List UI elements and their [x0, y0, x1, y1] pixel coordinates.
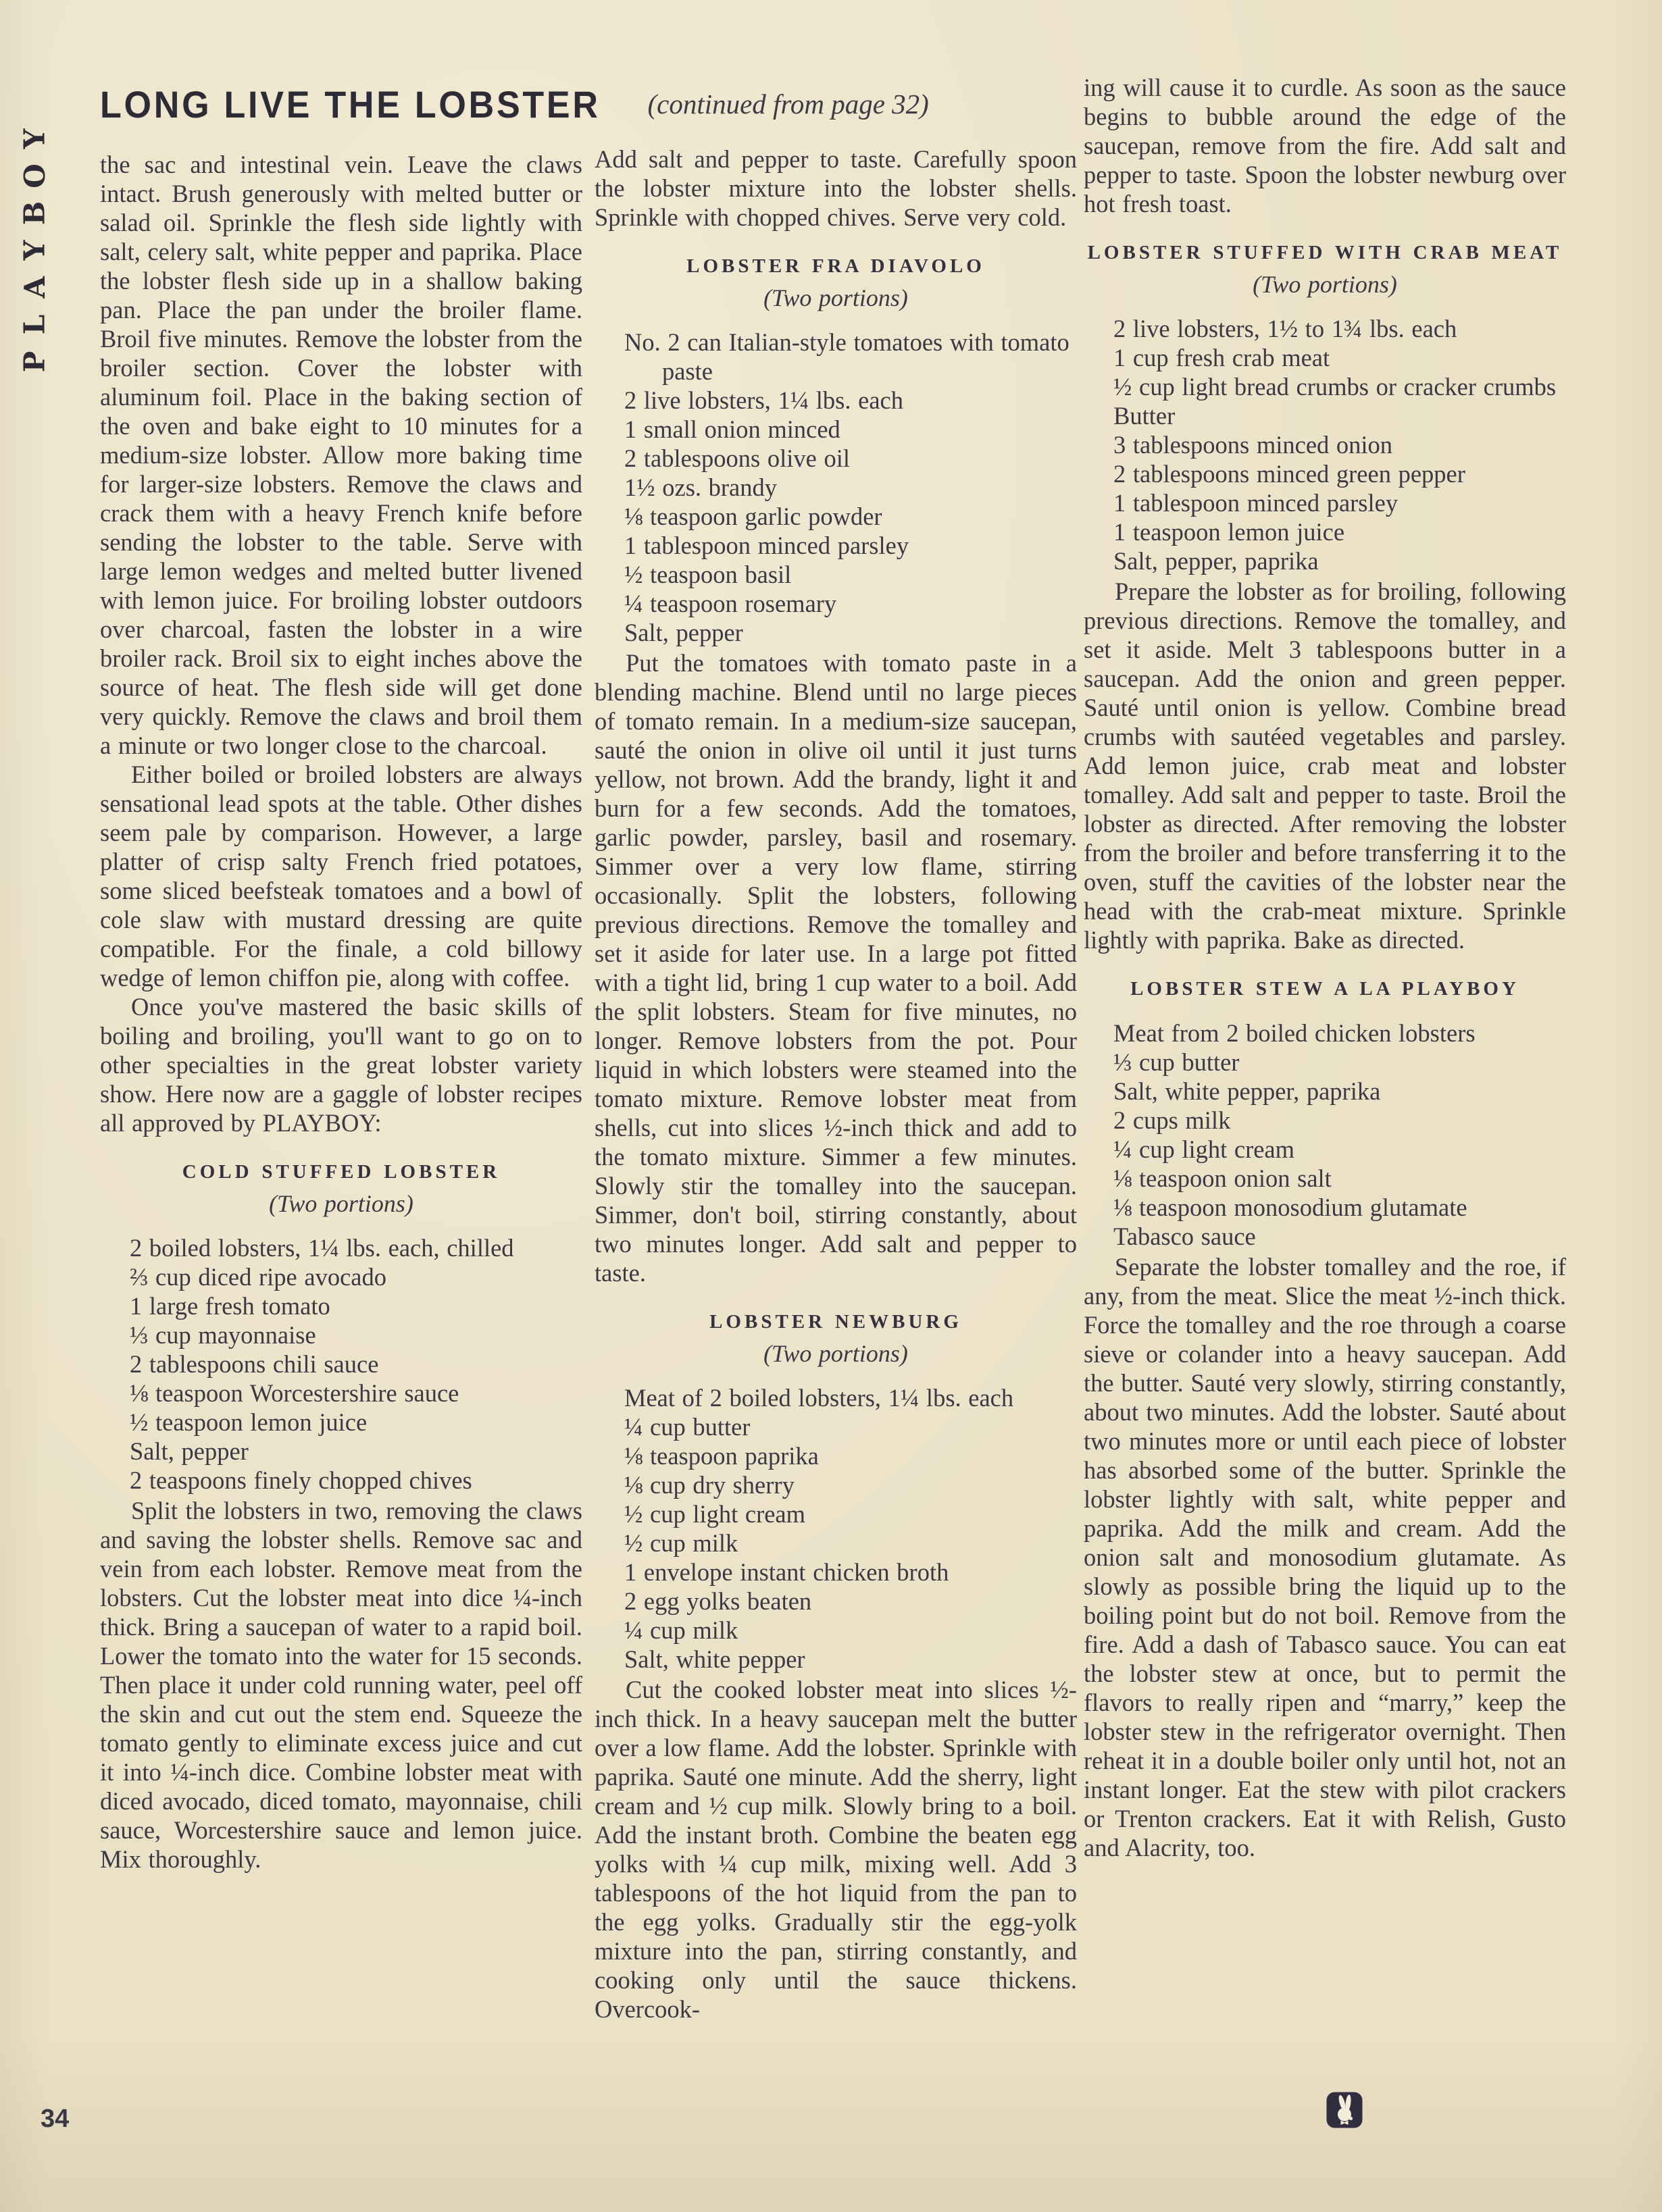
ingredient-line: 2 teaspoons finely chopped chives	[130, 1466, 472, 1494]
spine-letter: B	[18, 201, 51, 226]
recipe-heading: LOBSTER FRA DIAVOLO	[686, 255, 985, 277]
ingredient-line: ⅛ teaspoon monosodium glutamate	[1113, 1193, 1467, 1221]
ingredient-line: ⅛ teaspoon onion salt	[1113, 1164, 1332, 1192]
text-column-1	[100, 150, 582, 1874]
article-title: LONG LIVE THE LOBSTER	[100, 83, 601, 126]
body-paragraph: Either boiled or broiled lobsters are always sensational lead spots at the table. Other dishes seem pale by comparison. However, a large platter of crisp salty French fried potatoes, some sliced beefsteak tomatoes and a bowl of cole slaw with mustard dressing are quite compatible. For the finale, a cold billowy wedge of lemon chiffon pie, along with coffee.	[100, 761, 582, 992]
portions-note: (Two portions)	[763, 284, 908, 311]
body-paragraph: ing will cause it to curdle. As soon as the sauce begins to bubble around the edge of the saucepan, remove from the fire. Add salt and pepper to taste. Spoon the lobster newburg over hot fresh toast.	[1084, 74, 1566, 217]
ingredient-line: 3 tablespoons minced onion	[1113, 431, 1393, 459]
ingredient-line: 1 small onion minced	[624, 415, 840, 443]
body-paragraph: Add salt and pepper to taste. Carefully spoon the lobster mixture into the lobster shells. Sprinkle with chopped chives. Serve very cold.	[595, 145, 1077, 231]
ingredient-list	[1084, 314, 1566, 575]
spine-letter: Y	[18, 240, 51, 261]
body-paragraph: Prepare the lobster as for broiling, following previous directions. Remove the tomalley, and set it aside. Melt 3 tablespoons butter in a saucepan. Add the onion and green pepper. Sauté until onion is yellow. Combine bread crumbs with sautéed vegetables and parsley. Add lemon juice, crab meat and lobster tomalley. Add salt and pepper to taste. Broil the lobster as directed. After removing the lobster from the broiler and before transferring it to the oven, stuff the cavities of the lobster near the head with the crab-meat mixture. Sprinkle lightly with paprika. Bake as directed.	[1084, 577, 1566, 954]
body-paragraph: the sac and intestinal vein. Leave the claws intact. Brush generously with melted butter or salad oil. Sprinkle the flesh side lightly with salt, celery salt, white pepper and paprika. Place the lobster flesh side up in a shallow baking pan. Place the pan under the broiler flame. Broil five minutes. Remove the lobster from the broiler section. Cover the lobster with aluminum foil. Place in the baking section of the oven and bake eight to 10 minutes for a medium-size lobster. Allow more baking time for larger-size lobsters. Remove the claws and crack them with a heavy French knife before sending the lobster to the table. Serve with large lemon wedges and melted butter livened with lemon juice. For broiling lobster outdoors over charcoal, fasten the lobster in a wire broiler rack. Broil six to eight inches above the source of heat. The flesh side will get done very quickly. Remove the claws and broil them a minute or two longer close to the charcoal.	[100, 151, 582, 759]
portions-note: (Two portions)	[763, 1340, 908, 1367]
ingredient-line: Butter	[1113, 402, 1176, 430]
continued-from-note: (continued from page 32)	[647, 88, 929, 120]
ingredient-line: ⅛ cup dry sherry	[624, 1471, 795, 1499]
ingredient-line: ¼ teaspoon rosemary	[624, 590, 837, 617]
ingredient-line: 2 tablespoons chili sauce	[130, 1350, 379, 1378]
ingredient-line: 1 large fresh tomato	[130, 1292, 330, 1320]
article-header	[100, 82, 929, 126]
ingredient-line: ¼ cup butter	[624, 1413, 751, 1441]
ingredient-line: ⅓ cup butter	[1113, 1048, 1240, 1076]
portions-note: (Two portions)	[269, 1190, 413, 1217]
ingredient-line: 1½ ozs. brandy	[624, 473, 778, 501]
spine-letter: A	[18, 276, 51, 299]
ingredient-line: Salt, pepper, paprika	[1113, 547, 1319, 575]
ingredient-list	[595, 328, 1077, 647]
ingredient-line: Salt, pepper	[130, 1437, 249, 1465]
body-paragraph: Separate the lobster tomalley and the roe, if any, from the meat. Slice the meat ½-inch thick. Force the tomalley and the roe through a coarse sieve or colander into a heavy saucepan. Add the butter. Sauté very slowly, stirring constantly, about two minutes. Add the lobster. Sauté about two minutes more or until each piece of lobster has absorbed some of the butter. Sprinkle the lobster lightly with salt, white pepper and paprika. Add the milk and cream. Add the onion salt and monosodium glutamate. As slowly as possible bring the liquid up to the boiling point but do not boil. Remove from the fire. Add a dash of Tabasco sauce. You can eat the lobster stew at once, but to permit the flavors to really ripen and “marry,” keep the lobster stew in the refrigerator overnight. Then reheat it in a double boiler only until hot, not an instant longer. Eat the stew with pilot crackers or Trenton crackers. Eat it with Relish, Gusto and Alacrity, too.	[1084, 1253, 1566, 1861]
ingredient-line: Meat of 2 boiled lobsters, 1¼ lbs. each	[624, 1384, 1014, 1412]
ingredient-line: ⅛ teaspoon garlic powder	[624, 503, 882, 530]
spine-letter: O	[18, 163, 51, 188]
ingredient-line: Salt, white pepper	[624, 1645, 805, 1673]
ingredient-line: ⅔ cup diced ripe avocado	[130, 1263, 386, 1291]
body-paragraph: Split the lobsters in two, removing the claws and saving the lobster shells. Remove sac and vein from each lobster. Remove meat from the lobsters. Cut the lobster meat into dice ¼-inch thick. Bring a saucepan of water to a rapid boil. Lower the tomato into the water for 15 seconds. Then place it under cold running water, peel off the skin and cut out the stem end. Squeeze the tomato gently to eliminate excess juice and cut it into ¼-inch dice. Combine lobster meat with diced avocado, diced tomato, mayonnaise, chili sauce, Worcestershire sauce and lemon juice. Mix thoroughly.	[100, 1497, 582, 1873]
ingredient-line: 1 cup fresh crab meat	[1113, 344, 1330, 371]
ingredient-list	[100, 1233, 582, 1495]
ingredient-line: ½ teaspoon lemon juice	[130, 1408, 368, 1436]
ingredient-line: 2 egg yolks beaten	[624, 1587, 812, 1615]
spine-letter: L	[18, 314, 51, 335]
ingredient-line: 1 tablespoon minced parsley	[1113, 489, 1399, 517]
recipe-heading: LOBSTER STUFFED WITH CRAB MEAT	[1087, 242, 1563, 263]
body-paragraph: Once you've mastered the basic skills of boiling and broiling, you'll want to go on to other specialties in the great lobster variety show. Here now are a gaggle of lobster recipes all approved by PLAYBOY:	[100, 993, 582, 1137]
recipe-heading: COLD STUFFED LOBSTER	[182, 1161, 501, 1183]
ingredient-line: 1 envelope instant chicken broth	[624, 1558, 949, 1586]
ingredient-line: ½ cup light bread crumbs or cracker crumbs	[1113, 373, 1557, 401]
body-paragraph: Cut the cooked lobster meat into slices ½-inch thick. In a heavy saucepan melt the butter over a low flame. Add the lobster. Sprinkle with paprika. Sauté one minute. Add the sherry, light cream and ½ cup milk. Slowly bring to a boil. Add the instant broth. Combine the beaten egg yolks with ¼ cup milk, mixing well. Add 3 tablespoons of the hot liquid from the pan to the egg yolks. Gradually stir the egg-yolk mixture into the pan, stirring constantly, and cooking only until the sauce thickens. Overcook-	[595, 1676, 1077, 2023]
ingredient-line: ⅓ cup mayonnaise	[130, 1321, 316, 1349]
ingredient-line: 2 boiled lobsters, 1¼ lbs. each, chilled	[130, 1234, 514, 1262]
ingredient-line: ½ cup milk	[624, 1529, 738, 1557]
recipe-heading: LOBSTER STEW A LA PLAYBOY	[1130, 978, 1519, 1000]
recipe-heading: LOBSTER NEWBURG	[709, 1311, 962, 1333]
ingredient-line: 1 tablespoon minced parsley	[624, 532, 909, 559]
ingredient-line: 1 teaspoon lemon juice	[1113, 518, 1345, 546]
text-column-3	[1084, 73, 1566, 1862]
ingredient-line: ½ cup light cream	[624, 1500, 806, 1528]
playboy-rabbit-icon	[1326, 2091, 1363, 2129]
ingredient-line: ½ teaspoon basil	[624, 561, 792, 588]
ingredient-line: ⅛ teaspoon paprika	[624, 1442, 819, 1470]
body-paragraph: Put the tomatoes with tomato paste in a blending machine. Blend until no large pieces of tomato remain. In a medium-size saucepan, sauté the onion in olive oil until it just turns yellow, not brown. Add the brandy, light it and burn for a few seconds. Add the tomatoes, garlic powder, parsley, basil and rosemary. Simmer over a very low flame, stirring occasionally. Split the lobsters, following previous directions. Remove the tomalley and set it aside for later use. In a large pot fitted with a tight lid, bring 1 cup water to a boil. Add the split lobsters. Steam for five minutes, no longer. Remove lobsters from the pot. Pour liquid in which lobsters were steamed into the tomato mixture. Remove lobster meat from shells, cut into slices ½-inch thick and add to the tomato mixture. Simmer a few minutes. Slowly stir the tomalley into the saucepan. Simmer, don't boil, stirring constantly, about two minutes longer. Add salt and pepper to taste.	[595, 649, 1077, 1287]
ingredient-line: Meat from 2 boiled chicken lobsters	[1113, 1019, 1476, 1047]
ingredient-line: ¼ cup light cream	[1113, 1135, 1295, 1163]
ingredient-line: 2 tablespoons olive oil	[624, 444, 850, 472]
spine-letter: Y	[18, 128, 51, 149]
ingredient-line: 2 live lobsters, 1¼ lbs. each	[624, 386, 903, 414]
magazine-spine-label	[11, 120, 58, 380]
ingredient-line: 2 tablespoons minced green pepper	[1113, 460, 1465, 488]
text-column-2	[595, 145, 1077, 2024]
portions-note: (Two portions)	[1253, 271, 1397, 298]
page-number: 34	[41, 2105, 70, 2133]
ingredient-line: ⅛ teaspoon Worcestershire sauce	[130, 1379, 459, 1407]
ingredient-line: Salt, white pepper, paprika	[1113, 1077, 1381, 1105]
ingredient-list	[595, 1383, 1077, 1674]
ingredient-line: 2 cups milk	[1113, 1106, 1231, 1134]
ingredient-line: 2 live lobsters, 1½ to 1¾ lbs. each	[1113, 315, 1457, 342]
ingredient-line: Tabasco sauce	[1113, 1223, 1256, 1250]
spine-letter: P	[18, 351, 51, 373]
ingredient-line: ¼ cup milk	[624, 1616, 738, 1644]
ingredient-line: Salt, pepper	[624, 619, 743, 646]
ingredient-list	[1084, 1019, 1566, 1251]
ingredient-line: No. 2 can Italian-style tomatoes with tomato paste	[624, 328, 1069, 385]
